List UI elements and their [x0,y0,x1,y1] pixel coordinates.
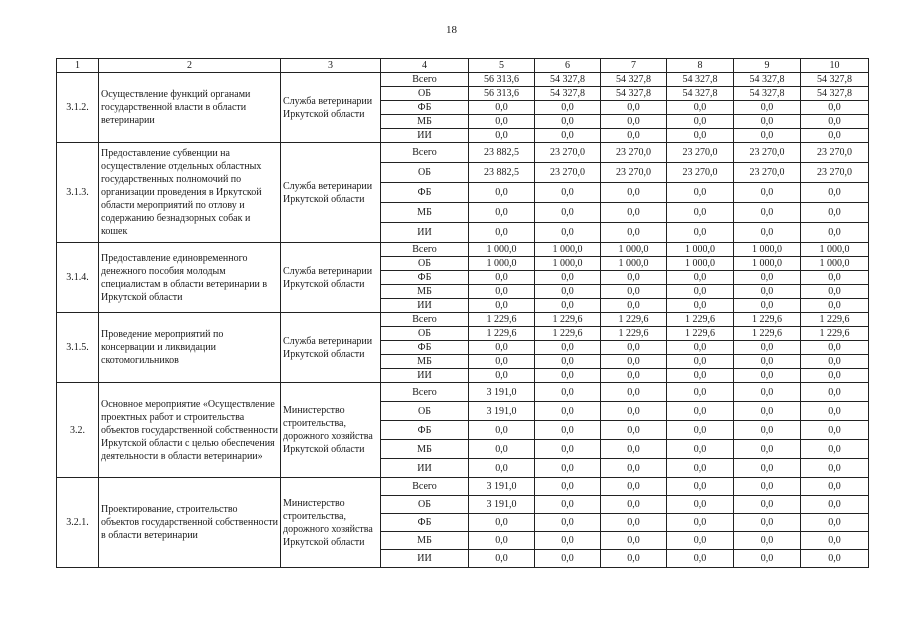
table-row [57,143,869,163]
funding-source: МБ [381,355,469,369]
amount-cell: 0,0 [601,341,667,355]
amount-cell: 54 327,8 [601,73,667,87]
amount-cell: 0,0 [535,478,601,496]
amount-cell: 1 000,0 [801,257,869,271]
amount-cell: 0,0 [601,496,667,514]
amount-cell: 1 229,6 [601,313,667,327]
amount-cell: 0,0 [469,369,535,383]
amount-cell: 0,0 [734,440,801,459]
column-header: 5 [469,59,535,73]
amount-cell: 1 229,6 [801,327,869,341]
amount-cell: 0,0 [667,341,734,355]
amount-cell: 23 270,0 [667,143,734,163]
item-executor: Служба ветеринарии Иркутской области [281,243,381,313]
item-number: 3.1.5. [57,313,99,383]
funding-source: МБ [381,440,469,459]
amount-cell: 0,0 [734,223,801,243]
amount-cell: 0,0 [667,355,734,369]
amount-cell: 0,0 [801,115,869,129]
amount-cell: 0,0 [535,514,601,532]
amount-cell: 0,0 [667,203,734,223]
budget-table [56,58,869,568]
funding-source: ОБ [381,402,469,421]
amount-cell: 0,0 [535,402,601,421]
amount-cell: 0,0 [667,271,734,285]
amount-cell: 0,0 [535,115,601,129]
amount-cell: 23 270,0 [801,143,869,163]
amount-cell: 0,0 [469,183,535,203]
amount-cell: 3 191,0 [469,402,535,421]
amount-cell: 1 229,6 [469,313,535,327]
amount-cell: 0,0 [469,271,535,285]
funding-source: МБ [381,532,469,550]
column-header: 1 [57,59,99,73]
amount-cell: 0,0 [535,341,601,355]
amount-cell: 0,0 [734,421,801,440]
amount-cell: 1 229,6 [667,327,734,341]
item-description: Основное мероприятие «Осуществление проектных работ и строительства объектов государственной собственности Иркутской области с целью обеспечения деятельности в области ветеринарии» [99,383,281,478]
amount-cell: 1 229,6 [734,313,801,327]
amount-cell: 0,0 [667,183,734,203]
amount-cell: 0,0 [734,341,801,355]
amount-cell: 0,0 [801,271,869,285]
amount-cell: 0,0 [469,341,535,355]
item-number: 3.1.2. [57,73,99,143]
amount-cell: 0,0 [801,203,869,223]
amount-cell: 0,0 [469,223,535,243]
item-description: Осуществление функций органами государственной власти в области ветеринарии [99,73,281,143]
item-description: Проведение мероприятий по консервации и ликвидации скотомогильников [99,313,281,383]
amount-cell: 0,0 [535,383,601,402]
amount-cell: 0,0 [601,514,667,532]
amount-cell: 54 327,8 [535,73,601,87]
amount-cell: 1 000,0 [535,243,601,257]
item-description: Проектирование, строительство объектов государственной собственности в области ветеринарии [99,478,281,568]
item-executor: Министерство строительства, дорожного хозяйства Иркутской области [281,383,381,478]
amount-cell: 0,0 [801,341,869,355]
funding-source: ИИ [381,550,469,568]
amount-cell: 0,0 [667,285,734,299]
amount-cell: 1 000,0 [601,243,667,257]
funding-source: Всего [381,73,469,87]
amount-cell: 0,0 [667,383,734,402]
table-row [57,243,869,257]
amount-cell: 1 000,0 [667,257,734,271]
amount-cell: 23 270,0 [535,163,601,183]
amount-cell: 0,0 [469,459,535,478]
amount-cell: 0,0 [601,550,667,568]
table-row [57,313,869,327]
amount-cell: 0,0 [667,129,734,143]
amount-cell: 1 000,0 [734,257,801,271]
amount-cell: 0,0 [667,459,734,478]
amount-cell: 0,0 [601,271,667,285]
amount-cell: 0,0 [667,440,734,459]
amount-cell: 0,0 [734,550,801,568]
amount-cell: 0,0 [469,440,535,459]
amount-cell: 0,0 [535,440,601,459]
amount-cell: 0,0 [734,115,801,129]
amount-cell: 0,0 [469,514,535,532]
amount-cell: 0,0 [535,285,601,299]
amount-cell: 0,0 [601,223,667,243]
amount-cell: 54 327,8 [734,87,801,101]
amount-cell: 54 327,8 [801,73,869,87]
amount-cell: 0,0 [734,203,801,223]
amount-cell: 1 229,6 [535,313,601,327]
funding-source: ОБ [381,496,469,514]
amount-cell: 0,0 [601,383,667,402]
amount-cell: 0,0 [601,402,667,421]
funding-source: ОБ [381,87,469,101]
item-executor: Служба ветеринарии Иркутской области [281,73,381,143]
funding-source: Всего [381,383,469,402]
page-number: 18 [446,24,457,36]
amount-cell: 1 000,0 [535,257,601,271]
funding-source: ИИ [381,459,469,478]
amount-cell: 0,0 [734,271,801,285]
amount-cell: 0,0 [601,129,667,143]
column-header: 2 [99,59,281,73]
item-number: 3.1.4. [57,243,99,313]
amount-cell: 0,0 [801,532,869,550]
amount-cell: 0,0 [601,203,667,223]
amount-cell: 1 229,6 [601,327,667,341]
funding-source: ОБ [381,163,469,183]
amount-cell: 0,0 [469,285,535,299]
amount-cell: 23 882,5 [469,143,535,163]
amount-cell: 0,0 [469,203,535,223]
column-header: 9 [734,59,801,73]
amount-cell: 54 327,8 [667,73,734,87]
amount-cell: 0,0 [469,129,535,143]
amount-cell: 0,0 [601,183,667,203]
amount-cell: 0,0 [667,496,734,514]
amount-cell: 56 313,6 [469,73,535,87]
amount-cell: 1 000,0 [469,243,535,257]
column-header: 3 [281,59,381,73]
amount-cell: 1 000,0 [801,243,869,257]
amount-cell: 23 270,0 [734,143,801,163]
amount-cell: 0,0 [734,402,801,421]
amount-cell: 0,0 [667,223,734,243]
amount-cell: 0,0 [601,369,667,383]
amount-cell: 0,0 [801,478,869,496]
funding-source: ФБ [381,271,469,285]
amount-cell: 0,0 [601,299,667,313]
amount-cell: 0,0 [734,383,801,402]
amount-cell: 23 270,0 [801,163,869,183]
amount-cell: 0,0 [734,183,801,203]
amount-cell: 0,0 [601,532,667,550]
amount-cell: 0,0 [667,369,734,383]
amount-cell: 54 327,8 [801,87,869,101]
amount-cell: 0,0 [535,459,601,478]
item-executor: Служба ветеринарии Иркутской области [281,313,381,383]
amount-cell: 0,0 [801,440,869,459]
amount-cell: 0,0 [801,421,869,440]
amount-cell: 0,0 [667,514,734,532]
amount-cell: 54 327,8 [667,87,734,101]
amount-cell: 0,0 [667,115,734,129]
amount-cell: 54 327,8 [601,87,667,101]
amount-cell: 0,0 [535,355,601,369]
amount-cell: 0,0 [601,101,667,115]
amount-cell: 3 191,0 [469,478,535,496]
amount-cell: 23 270,0 [535,143,601,163]
item-description: Предоставление субвенции на осуществление отдельных областных государственных полномочий по организации проведения в Иркутской области мероприятий по отлову и содержанию безнадзорных собак и кошек [99,143,281,243]
amount-cell: 0,0 [535,299,601,313]
funding-source: ФБ [381,101,469,115]
amount-cell: 0,0 [734,129,801,143]
amount-cell: 0,0 [801,550,869,568]
amount-cell: 0,0 [535,101,601,115]
amount-cell: 3 191,0 [469,496,535,514]
item-executor: Служба ветеринарии Иркутской области [281,143,381,243]
amount-cell: 1 000,0 [734,243,801,257]
funding-source: Всего [381,243,469,257]
amount-cell: 23 882,5 [469,163,535,183]
table-row [57,73,869,87]
amount-cell: 0,0 [734,299,801,313]
amount-cell: 0,0 [535,223,601,243]
amount-cell: 0,0 [734,496,801,514]
amount-cell: 0,0 [667,550,734,568]
amount-cell: 0,0 [667,299,734,313]
amount-cell: 0,0 [535,129,601,143]
amount-cell: 0,0 [601,421,667,440]
amount-cell: 0,0 [535,532,601,550]
amount-cell: 0,0 [801,514,869,532]
amount-cell: 0,0 [801,355,869,369]
amount-cell: 0,0 [601,285,667,299]
amount-cell: 0,0 [469,115,535,129]
column-header: 7 [601,59,667,73]
amount-cell: 0,0 [667,532,734,550]
amount-cell: 56 313,6 [469,87,535,101]
amount-cell: 0,0 [667,421,734,440]
funding-source: ОБ [381,327,469,341]
amount-cell: 1 000,0 [667,243,734,257]
table-row [57,383,869,402]
amount-cell: 23 270,0 [667,163,734,183]
amount-cell: 3 191,0 [469,383,535,402]
amount-cell: 0,0 [601,440,667,459]
amount-cell: 0,0 [801,496,869,514]
amount-cell: 0,0 [535,203,601,223]
amount-cell: 54 327,8 [535,87,601,101]
amount-cell: 0,0 [469,299,535,313]
amount-cell: 0,0 [801,383,869,402]
amount-cell: 0,0 [601,459,667,478]
funding-source: Всего [381,313,469,327]
amount-cell: 23 270,0 [601,163,667,183]
amount-cell: 0,0 [734,478,801,496]
amount-cell: 0,0 [734,532,801,550]
funding-source: Всего [381,143,469,163]
amount-cell: 1 229,6 [469,327,535,341]
amount-cell: 0,0 [667,478,734,496]
funding-source: ФБ [381,341,469,355]
item-executor: Министерство строительства, дорожного хозяйства Иркутской области [281,478,381,568]
amount-cell: 0,0 [535,183,601,203]
amount-cell: 1 229,6 [734,327,801,341]
amount-cell: 23 270,0 [601,143,667,163]
column-header: 4 [381,59,469,73]
amount-cell: 0,0 [801,459,869,478]
column-number-row [57,59,869,73]
amount-cell: 0,0 [535,369,601,383]
funding-source: МБ [381,115,469,129]
amount-cell: 0,0 [734,355,801,369]
amount-cell: 0,0 [734,101,801,115]
amount-cell: 0,0 [801,369,869,383]
amount-cell: 0,0 [801,101,869,115]
amount-cell: 0,0 [469,355,535,369]
amount-cell: 0,0 [601,355,667,369]
funding-source: ОБ [381,257,469,271]
table-row [57,478,869,496]
amount-cell: 0,0 [469,101,535,115]
amount-cell: 0,0 [801,223,869,243]
column-header: 8 [667,59,734,73]
funding-source: МБ [381,203,469,223]
amount-cell: 0,0 [667,402,734,421]
amount-cell: 0,0 [601,115,667,129]
amount-cell: 0,0 [601,478,667,496]
funding-source: Всего [381,478,469,496]
amount-cell: 0,0 [535,421,601,440]
amount-cell: 1 000,0 [601,257,667,271]
amount-cell: 0,0 [801,285,869,299]
amount-cell: 0,0 [469,532,535,550]
amount-cell: 0,0 [734,369,801,383]
amount-cell: 0,0 [801,183,869,203]
amount-cell: 23 270,0 [734,163,801,183]
amount-cell: 0,0 [801,402,869,421]
funding-source: ИИ [381,129,469,143]
amount-cell: 0,0 [535,496,601,514]
column-header: 6 [535,59,601,73]
amount-cell: 54 327,8 [734,73,801,87]
amount-cell: 0,0 [801,129,869,143]
funding-source: ФБ [381,514,469,532]
amount-cell: 0,0 [801,299,869,313]
funding-source: ИИ [381,299,469,313]
amount-cell: 0,0 [734,285,801,299]
amount-cell: 1 000,0 [469,257,535,271]
amount-cell: 1 229,6 [801,313,869,327]
funding-source: МБ [381,285,469,299]
item-number: 3.2.1. [57,478,99,568]
funding-source: ИИ [381,223,469,243]
item-description: Предоставление единовременного денежного пособия молодым специалистам в области ветеринарии в Иркутской области [99,243,281,313]
amount-cell: 1 229,6 [535,327,601,341]
funding-source: ИИ [381,369,469,383]
column-header: 10 [801,59,869,73]
amount-cell: 0,0 [469,550,535,568]
amount-cell: 0,0 [667,101,734,115]
amount-cell: 0,0 [535,550,601,568]
table-body [57,73,869,568]
amount-cell: 0,0 [734,514,801,532]
funding-source: ФБ [381,421,469,440]
funding-source: ФБ [381,183,469,203]
amount-cell: 0,0 [734,459,801,478]
item-number: 3.1.3. [57,143,99,243]
amount-cell: 1 229,6 [667,313,734,327]
item-number: 3.2. [57,383,99,478]
amount-cell: 0,0 [535,271,601,285]
amount-cell: 0,0 [469,421,535,440]
